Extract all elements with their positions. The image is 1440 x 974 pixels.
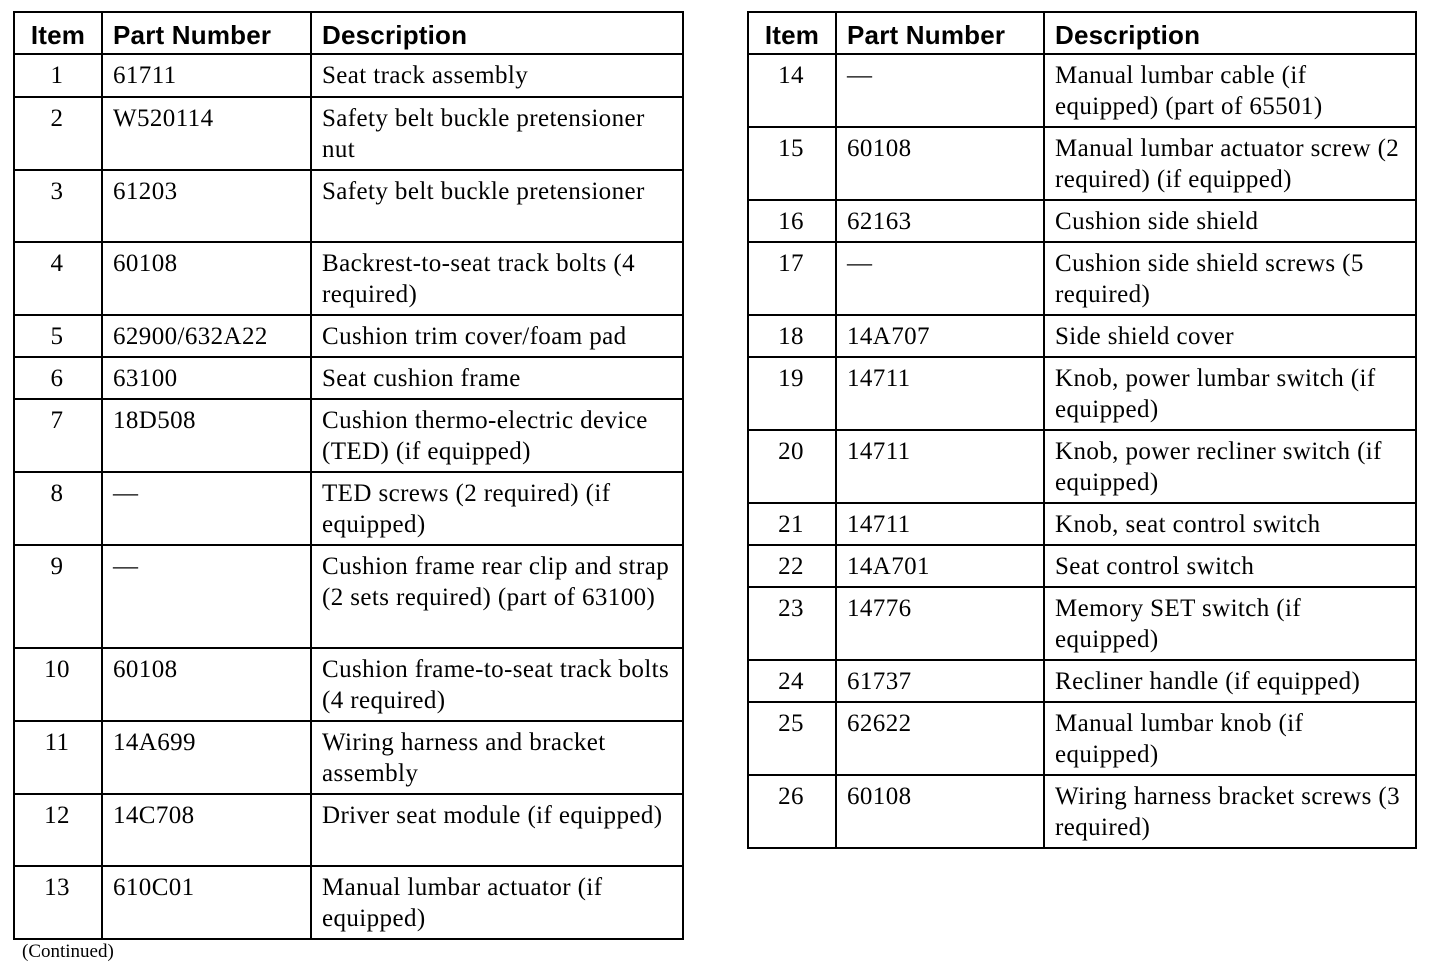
- table-row: [14, 648, 683, 721]
- table-row: [748, 587, 1416, 660]
- parts-table-left: [13, 11, 684, 940]
- table-row: [748, 660, 1416, 702]
- item-number: 2: [14, 97, 102, 170]
- item-number: 13: [14, 866, 102, 939]
- header-item: Item: [14, 12, 102, 54]
- table-row: [748, 200, 1416, 242]
- table-row: [748, 545, 1416, 587]
- part-number: 61711: [102, 54, 311, 97]
- description: Wiring harness bracket screws (3 required): [1044, 775, 1416, 848]
- description: Manual lumbar actuator (if equipped): [311, 866, 683, 939]
- part-number: 14711: [836, 503, 1044, 545]
- part-number: —: [102, 545, 311, 648]
- item-number: 23: [748, 587, 836, 660]
- table-row: [14, 721, 683, 794]
- table-row: [14, 794, 683, 866]
- description: Cushion side shield screws (5 required): [1044, 242, 1416, 315]
- description: TED screws (2 required) (if equipped): [311, 472, 683, 545]
- part-number: 63100: [102, 357, 311, 399]
- description: Safety belt buckle pretensioner nut: [311, 97, 683, 170]
- item-number: 5: [14, 315, 102, 357]
- part-number: 14711: [836, 357, 1044, 430]
- part-number: 60108: [102, 242, 311, 315]
- table-row: [748, 702, 1416, 775]
- part-number: 14C708: [102, 794, 311, 866]
- part-number: 60108: [102, 648, 311, 721]
- description: Seat control switch: [1044, 545, 1416, 587]
- item-number: 14: [748, 54, 836, 127]
- description: Backrest-to-seat track bolts (4 required): [311, 242, 683, 315]
- part-number: 14A701: [836, 545, 1044, 587]
- table-row: [14, 472, 683, 545]
- item-number: 17: [748, 242, 836, 315]
- table-row: [748, 503, 1416, 545]
- part-number: 14711: [836, 430, 1044, 503]
- table-row: [748, 315, 1416, 357]
- description: Knob, power recliner switch (if equipped): [1044, 430, 1416, 503]
- table-row: [748, 430, 1416, 503]
- item-number: 25: [748, 702, 836, 775]
- description: Manual lumbar actuator screw (2 required) (if equipped): [1044, 127, 1416, 200]
- item-number: 1: [14, 54, 102, 97]
- description: Manual lumbar cable (if equipped) (part of 65501): [1044, 54, 1416, 127]
- table-row: [14, 242, 683, 315]
- part-number: 14A707: [836, 315, 1044, 357]
- description: Cushion frame rear clip and strap (2 sets required) (part of 63100): [311, 545, 683, 648]
- part-number: 61203: [102, 170, 311, 242]
- part-number: 62900/632A22: [102, 315, 311, 357]
- item-number: 16: [748, 200, 836, 242]
- part-number: 60108: [836, 775, 1044, 848]
- table-row: [14, 97, 683, 170]
- item-number: 21: [748, 503, 836, 545]
- description: Cushion frame-to-seat track bolts (4 required): [311, 648, 683, 721]
- description: Seat track assembly: [311, 54, 683, 97]
- table-row: [14, 357, 683, 399]
- item-number: 10: [14, 648, 102, 721]
- header-row: [14, 12, 683, 54]
- header-part-number: Part Number: [102, 12, 311, 54]
- item-number: 15: [748, 127, 836, 200]
- table-row: [14, 545, 683, 648]
- part-number: 60108: [836, 127, 1044, 200]
- description: Seat cushion frame: [311, 357, 683, 399]
- description: Cushion side shield: [1044, 200, 1416, 242]
- header-item: Item: [748, 12, 836, 54]
- item-number: 4: [14, 242, 102, 315]
- item-number: 3: [14, 170, 102, 242]
- table-row: [14, 170, 683, 242]
- table-row: [748, 357, 1416, 430]
- header-part-number: Part Number: [836, 12, 1044, 54]
- item-number: 19: [748, 357, 836, 430]
- item-number: 22: [748, 545, 836, 587]
- description: Cushion trim cover/foam pad: [311, 315, 683, 357]
- part-number: —: [836, 242, 1044, 315]
- part-number: 61737: [836, 660, 1044, 702]
- header-row: [748, 12, 1416, 54]
- description: Safety belt buckle pretensioner: [311, 170, 683, 242]
- description: Side shield cover: [1044, 315, 1416, 357]
- part-number: 18D508: [102, 399, 311, 472]
- description: Knob, seat control switch: [1044, 503, 1416, 545]
- part-number: —: [102, 472, 311, 545]
- item-number: 26: [748, 775, 836, 848]
- item-number: 11: [14, 721, 102, 794]
- item-number: 9: [14, 545, 102, 648]
- description: Manual lumbar knob (if equipped): [1044, 702, 1416, 775]
- parts-table-right: [747, 11, 1417, 849]
- part-number: —: [836, 54, 1044, 127]
- table-row: [14, 54, 683, 97]
- part-number: 62622: [836, 702, 1044, 775]
- description: Memory SET switch (if equipped): [1044, 587, 1416, 660]
- header-description: Description: [311, 12, 683, 54]
- description: Driver seat module (if equipped): [311, 794, 683, 866]
- table-row: [748, 242, 1416, 315]
- part-number: 62163: [836, 200, 1044, 242]
- part-number: 14776: [836, 587, 1044, 660]
- table-row: [14, 315, 683, 357]
- description: Knob, power lumbar switch (if equipped): [1044, 357, 1416, 430]
- continued-note: (Continued): [22, 941, 114, 962]
- part-number: 14A699: [102, 721, 311, 794]
- description: Recliner handle (if equipped): [1044, 660, 1416, 702]
- description: Cushion thermo-electric device (TED) (if equipped): [311, 399, 683, 472]
- item-number: 12: [14, 794, 102, 866]
- table-row: [748, 775, 1416, 848]
- table-row: [748, 54, 1416, 127]
- part-number: 610C01: [102, 866, 311, 939]
- header-description: Description: [1044, 12, 1416, 54]
- item-number: 20: [748, 430, 836, 503]
- item-number: 24: [748, 660, 836, 702]
- item-number: 8: [14, 472, 102, 545]
- table-row: [14, 866, 683, 939]
- item-number: 18: [748, 315, 836, 357]
- part-number: W520114: [102, 97, 311, 170]
- item-number: 7: [14, 399, 102, 472]
- table-row: [14, 399, 683, 472]
- table-row: [748, 127, 1416, 200]
- item-number: 6: [14, 357, 102, 399]
- description: Wiring harness and bracket assembly: [311, 721, 683, 794]
